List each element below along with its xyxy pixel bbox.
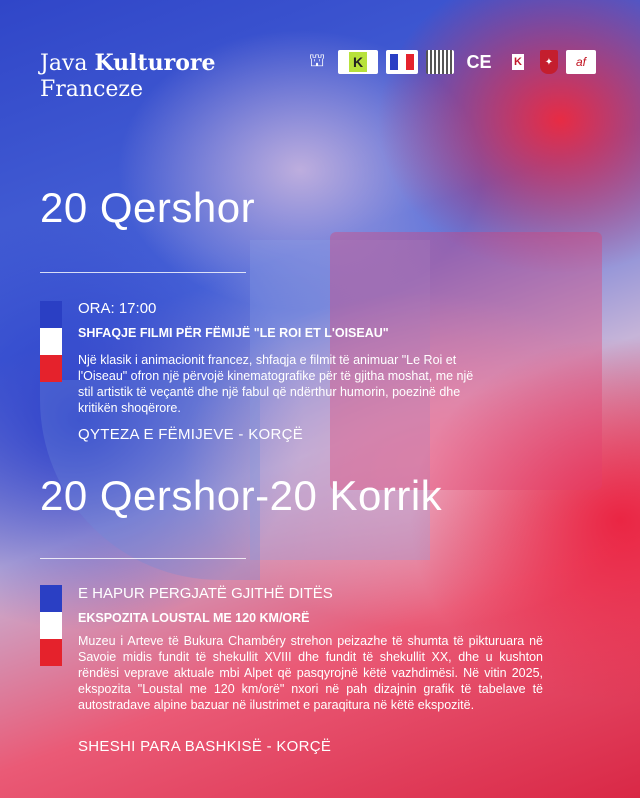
emblem-icon: ⛫ xyxy=(308,50,326,70)
event2-date: 20 Qershor-20 Korrik xyxy=(40,472,443,519)
event1-date: 20 Qershor xyxy=(40,184,256,231)
event2-time: E HAPUR PERGJATË GJITHË DITËS xyxy=(78,585,333,602)
grid-logo-icon xyxy=(426,50,454,74)
partner-logo-ce: CE xyxy=(466,51,492,72)
event1-time: ORA: 17:00 xyxy=(78,300,157,317)
shield-icon: ✦ xyxy=(540,50,558,74)
event1-venue: QYTEZA E FËMIJEVE - KORÇË xyxy=(78,426,304,443)
event2-description: Muzeu i Arteve të Bukura Chambéry strehon peizazhe të shumta të pikturuara në Savoie midis fundit të shekullit XVIII dhe fundit të shekullit XX, dhe u kushton rëndësi veprave aktuale mbi Alpet që pasqyrojnë këtë vazhdimësi. Në vitin 2025, ekspozita "Loustal me 120 km/orë" nxori në pah dizajnin grafik të tabelave të autostradave alpine bazuar në ilustrimet e paraqitura në këtë ekspozitë. xyxy=(78,634,543,712)
partner-logo-institut-francais xyxy=(386,50,418,74)
partner-logo-k: K xyxy=(338,50,378,74)
partner-logos xyxy=(304,50,596,74)
event2-title: EKSPOZITA LOUSTAL ME 120 KM/ORË xyxy=(78,611,310,625)
event1-title: SHFAQJE FILMI PËR FËMIJË "LE ROI ET L'OISEAU" xyxy=(78,326,389,340)
partner-logo-af: af xyxy=(566,50,596,74)
partner-logo-k-festival: K xyxy=(514,56,522,68)
french-flag-icon xyxy=(40,301,62,382)
divider xyxy=(40,558,246,559)
event-logo-title xyxy=(40,50,215,103)
title-line-franceze: Franceze xyxy=(40,77,144,102)
event2-venue: SHESHI PARA BASHKISË - KORÇË xyxy=(78,738,332,755)
title-word-java: Java xyxy=(40,51,88,76)
title-word-kulturore: Kulturore xyxy=(94,50,216,76)
french-flag-icon xyxy=(40,585,62,666)
event1-description: Një klasik i animacionit francez, shfaqja e filmit të animuar "Le Roi et l'Oiseau" ofron një përvojë kinematografike për të gjitha moshat, me një stil artistik të veçantë dhe një fabul që ndërthur humorin, poezinë dhe kritikën shoqërore. xyxy=(78,353,474,415)
divider xyxy=(40,272,246,273)
